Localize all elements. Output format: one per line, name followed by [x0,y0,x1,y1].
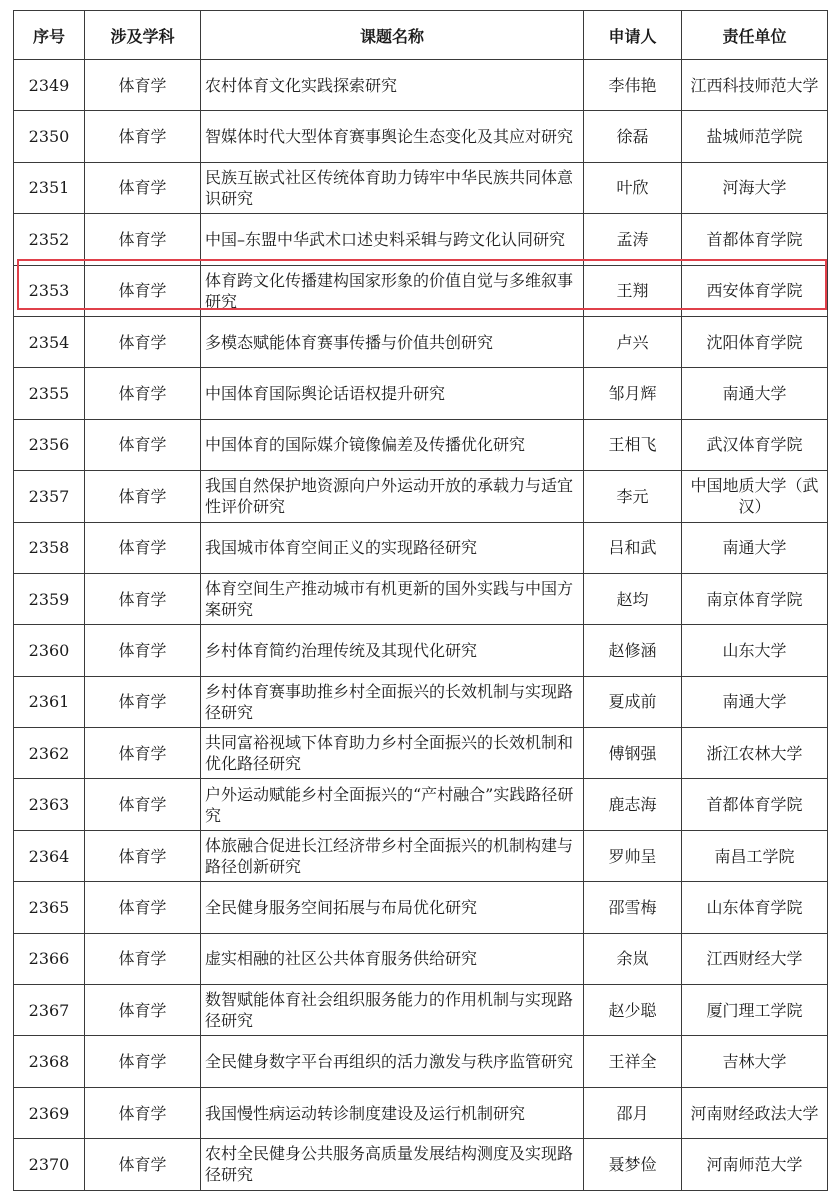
cell-serial-number: 2370 [14,1139,85,1190]
cell-project-title: 户外运动赋能乡村全面振兴的“产村融合”实践路径研究 [201,779,584,830]
cell-project-title: 农村体育文化实践探索研究 [201,60,584,111]
table-row [14,1139,828,1190]
cell-project-title: 乡村体育赛事助推乡村全面振兴的长效机制与实现路径研究 [201,676,584,727]
cell-responsible-unit: 南通大学 [682,522,828,573]
table-row [14,676,828,727]
cell-subject: 体育学 [85,882,201,933]
cell-responsible-unit: 南通大学 [682,676,828,727]
header-responsible-unit: 责任单位 [682,11,828,60]
cell-serial-number: 2366 [14,933,85,984]
cell-responsible-unit: 浙江农林大学 [682,728,828,779]
cell-serial-number: 2363 [14,779,85,830]
cell-serial-number: 2364 [14,830,85,881]
cell-project-title: 多模态赋能体育赛事传播与价值共创研究 [201,316,584,367]
cell-responsible-unit: 中国地质大学（武汉） [682,471,828,522]
cell-applicant: 孟涛 [584,214,682,265]
cell-applicant: 赵少聪 [584,985,682,1036]
cell-subject: 体育学 [85,368,201,419]
table-row [14,419,828,470]
cell-responsible-unit: 盐城师范学院 [682,111,828,162]
cell-responsible-unit: 沈阳体育学院 [682,316,828,367]
table-row [14,985,828,1036]
cell-applicant: 卢兴 [584,316,682,367]
table-row [14,625,828,676]
cell-serial-number: 2358 [14,522,85,573]
cell-applicant: 罗帅呈 [584,830,682,881]
cell-subject: 体育学 [85,1036,201,1087]
cell-project-title: 我国慢性病运动转诊制度建设及运行机制研究 [201,1087,584,1138]
cell-project-title: 体育跨文化传播建构国家形象的价值自觉与多维叙事研究 [201,265,584,316]
cell-subject: 体育学 [85,830,201,881]
cell-applicant: 赵修涵 [584,625,682,676]
cell-serial-number: 2360 [14,625,85,676]
cell-serial-number: 2365 [14,882,85,933]
table-row [14,728,828,779]
cell-serial-number: 2353 [14,265,85,316]
cell-applicant: 聂梦俭 [584,1139,682,1190]
cell-subject: 体育学 [85,471,201,522]
cell-applicant: 王翔 [584,265,682,316]
cell-applicant: 赵均 [584,573,682,624]
cell-subject: 体育学 [85,676,201,727]
cell-serial-number: 2359 [14,573,85,624]
cell-subject: 体育学 [85,162,201,213]
cell-applicant: 吕和武 [584,522,682,573]
cell-serial-number: 2351 [14,162,85,213]
cell-subject: 体育学 [85,265,201,316]
cell-serial-number: 2349 [14,60,85,111]
cell-project-title: 共同富裕视域下体育助力乡村全面振兴的长效机制和优化路径研究 [201,728,584,779]
cell-responsible-unit: 南京体育学院 [682,573,828,624]
cell-responsible-unit: 首都体育学院 [682,214,828,265]
cell-responsible-unit: 吉林大学 [682,1036,828,1087]
table-row [14,573,828,624]
table-header [14,11,828,60]
cell-project-title: 中国体育的国际媒介镜像偏差及传播优化研究 [201,419,584,470]
cell-project-title: 中国体育国际舆论话语权提升研究 [201,368,584,419]
cell-responsible-unit: 江西科技师范大学 [682,60,828,111]
cell-applicant: 李伟艳 [584,60,682,111]
cell-subject: 体育学 [85,522,201,573]
cell-responsible-unit: 厦门理工学院 [682,985,828,1036]
table-row [14,471,828,522]
cell-applicant: 傅钢强 [584,728,682,779]
table-row [14,265,828,316]
cell-responsible-unit: 河南财经政法大学 [682,1087,828,1138]
cell-serial-number: 2350 [14,111,85,162]
cell-project-title: 我国城市体育空间正义的实现路径研究 [201,522,584,573]
cell-subject: 体育学 [85,625,201,676]
header-subject: 涉及学科 [85,11,201,60]
table-row [14,1087,828,1138]
table-row [14,214,828,265]
header-project-title: 课题名称 [201,11,584,60]
cell-responsible-unit: 西安体育学院 [682,265,828,316]
cell-project-title: 我国自然保护地资源向户外运动开放的承载力与适宜性评价研究 [201,471,584,522]
cell-serial-number: 2362 [14,728,85,779]
cell-serial-number: 2354 [14,316,85,367]
header-serial-number: 序号 [14,11,85,60]
cell-applicant: 邹月辉 [584,368,682,419]
cell-project-title: 虚实相融的社区公共体育服务供给研究 [201,933,584,984]
cell-serial-number: 2361 [14,676,85,727]
cell-subject: 体育学 [85,214,201,265]
project-list-document [13,10,827,1191]
table-row [14,111,828,162]
cell-subject: 体育学 [85,1139,201,1190]
cell-serial-number: 2352 [14,214,85,265]
cell-subject: 体育学 [85,779,201,830]
cell-subject: 体育学 [85,728,201,779]
cell-responsible-unit: 河南师范大学 [682,1139,828,1190]
project-table [13,10,828,1191]
table-row [14,1036,828,1087]
table-row [14,522,828,573]
cell-applicant: 徐磊 [584,111,682,162]
header-applicant: 申请人 [584,11,682,60]
cell-responsible-unit: 武汉体育学院 [682,419,828,470]
cell-project-title: 农村全民健身公共服务高质量发展结构测度及实现路径研究 [201,1139,584,1190]
cell-serial-number: 2356 [14,419,85,470]
table-row [14,162,828,213]
cell-serial-number: 2368 [14,1036,85,1087]
table-row [14,882,828,933]
cell-subject: 体育学 [85,316,201,367]
table-body [14,60,828,1191]
table-row [14,779,828,830]
cell-subject: 体育学 [85,60,201,111]
cell-applicant: 邵雪梅 [584,882,682,933]
cell-responsible-unit: 首都体育学院 [682,779,828,830]
cell-serial-number: 2357 [14,471,85,522]
table-row [14,316,828,367]
cell-responsible-unit: 南通大学 [682,368,828,419]
table-row [14,933,828,984]
cell-responsible-unit: 山东大学 [682,625,828,676]
cell-responsible-unit: 江西财经大学 [682,933,828,984]
table-row [14,60,828,111]
cell-applicant: 夏成前 [584,676,682,727]
table-row [14,368,828,419]
cell-serial-number: 2369 [14,1087,85,1138]
cell-applicant: 叶欣 [584,162,682,213]
cell-serial-number: 2355 [14,368,85,419]
cell-serial-number: 2367 [14,985,85,1036]
cell-applicant: 王相飞 [584,419,682,470]
cell-project-title: 体育空间生产推动城市有机更新的国外实践与中国方案研究 [201,573,584,624]
cell-applicant: 余岚 [584,933,682,984]
cell-responsible-unit: 河海大学 [682,162,828,213]
cell-project-title: 民族互嵌式社区传统体育助力铸牢中华民族共同体意识研究 [201,162,584,213]
cell-subject: 体育学 [85,573,201,624]
cell-project-title: 中国–东盟中华武术口述史料采辑与跨文化认同研究 [201,214,584,265]
cell-project-title: 数智赋能体育社会组织服务能力的作用机制与实现路径研究 [201,985,584,1036]
cell-subject: 体育学 [85,419,201,470]
cell-subject: 体育学 [85,111,201,162]
cell-applicant: 王祥全 [584,1036,682,1087]
cell-subject: 体育学 [85,985,201,1036]
table-row [14,830,828,881]
cell-responsible-unit: 南昌工学院 [682,830,828,881]
cell-project-title: 乡村体育简约治理传统及其现代化研究 [201,625,584,676]
cell-subject: 体育学 [85,1087,201,1138]
cell-project-title: 智媒体时代大型体育赛事舆论生态变化及其应对研究 [201,111,584,162]
cell-applicant: 邵月 [584,1087,682,1138]
cell-applicant: 李元 [584,471,682,522]
cell-responsible-unit: 山东体育学院 [682,882,828,933]
cell-project-title: 全民健身数字平台再组织的活力激发与秩序监管研究 [201,1036,584,1087]
cell-subject: 体育学 [85,933,201,984]
cell-applicant: 鹿志海 [584,779,682,830]
cell-project-title: 全民健身服务空间拓展与布局优化研究 [201,882,584,933]
cell-project-title: 体旅融合促进长江经济带乡村全面振兴的机制构建与路径创新研究 [201,830,584,881]
